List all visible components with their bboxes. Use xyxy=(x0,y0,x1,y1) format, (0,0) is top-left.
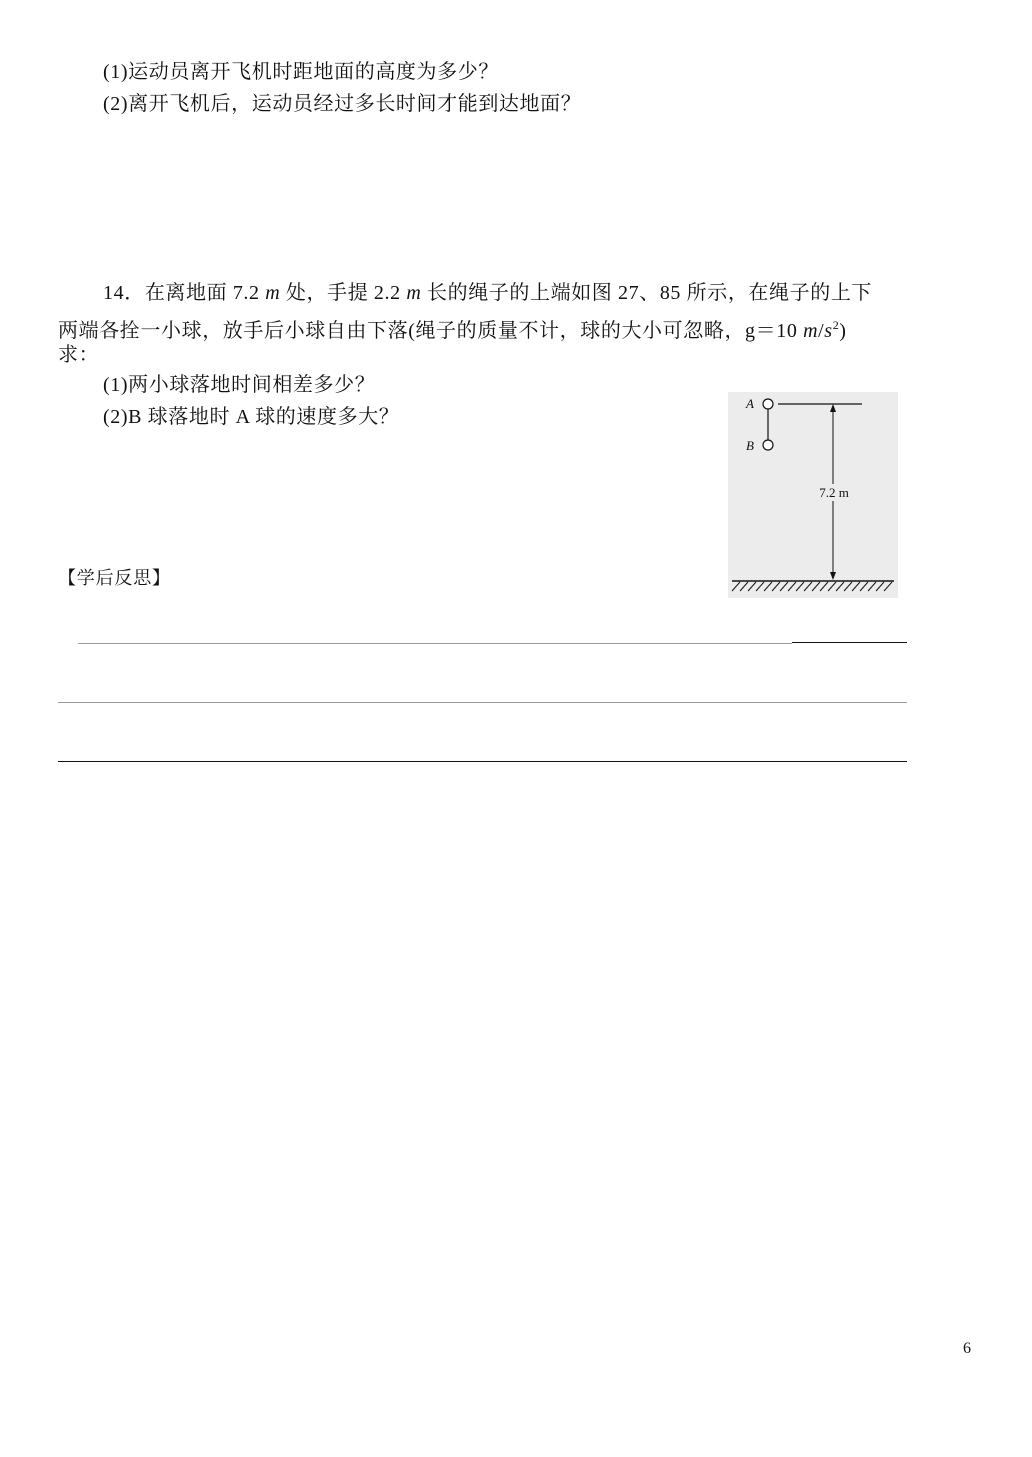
question-14-line1: 14．在离地面 7.2 m 处，手提 2.2 m 长的绳子的上端如图 27、85 所示，在绳子的上下 xyxy=(103,282,873,304)
question-14-line2: 两端各拴一小球，放手后小球自由下落(绳子的质量不计，球的大小可忽略，g＝10 $m/s^2$) xyxy=(58,318,847,342)
ball-a xyxy=(763,399,773,409)
label-b: B xyxy=(746,438,754,453)
ground-hatching xyxy=(732,582,892,591)
answer-line-3 xyxy=(58,761,907,762)
question-14-line3: 求： xyxy=(58,344,100,366)
height-label: 7.2 m xyxy=(819,485,849,500)
answer-line-1b xyxy=(792,642,907,643)
reflection-title: 【学后反思】 xyxy=(58,568,171,588)
page-number: 6 xyxy=(963,1340,971,1357)
figure-diagram xyxy=(728,392,898,598)
arrow-head-top xyxy=(830,404,836,412)
answer-line-2 xyxy=(58,702,907,703)
ball-b xyxy=(763,440,773,450)
arrow-head-bottom xyxy=(830,572,836,580)
question-number: 14． xyxy=(103,282,145,304)
answer-line-1a xyxy=(78,643,792,644)
falling-balls-figure xyxy=(728,392,898,598)
question-14-sub2: (2)B 球落地时 A 球的速度多大？ xyxy=(103,406,400,428)
prev-question-sub1: (1)运动员离开飞机时距地面的高度为多少？ xyxy=(103,61,499,83)
question-14-sub1: (1)两小球落地时间相差多少？ xyxy=(103,374,376,396)
label-a: A xyxy=(746,396,754,411)
prev-question-sub2: (2)离开飞机后，运动员经过多长时间才能到达地面？ xyxy=(103,93,582,115)
